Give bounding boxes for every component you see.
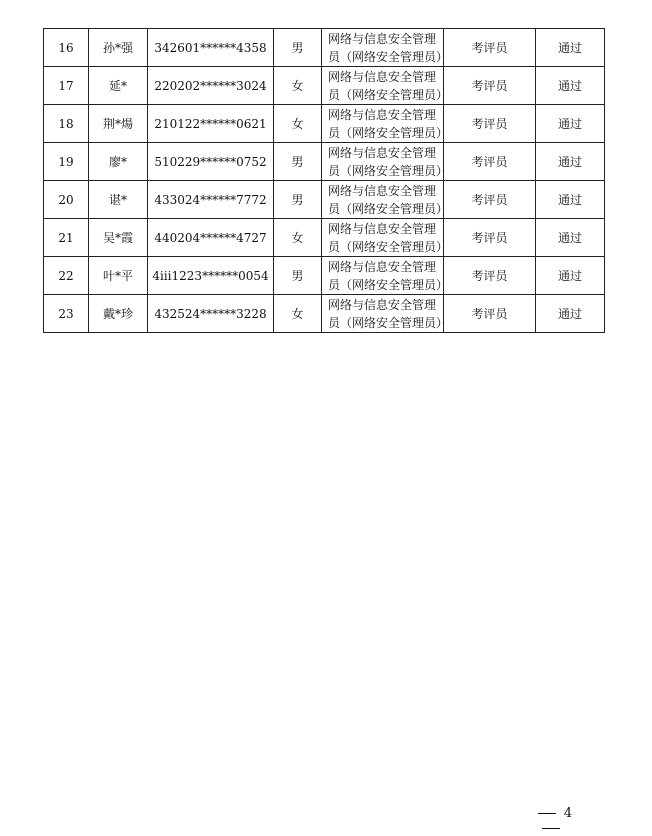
name-cell: 延* — [89, 67, 148, 105]
position-line: 网络与信息安全管理 — [328, 221, 437, 236]
position-cell — [322, 29, 449, 67]
role-cell: 考评员 — [444, 257, 536, 295]
result-cell: 通过 — [536, 143, 605, 181]
table-row — [44, 143, 605, 181]
table-row — [44, 257, 605, 295]
position-line: 员（网络安全管理员） — [328, 201, 449, 216]
id-number-cell: 440204******4727 — [148, 219, 274, 257]
role-cell: 考评员 — [444, 181, 536, 219]
position-cell — [322, 67, 449, 105]
table-row — [44, 67, 605, 105]
position-cell — [322, 295, 449, 333]
position-line: 员（网络安全管理员） — [328, 87, 449, 102]
result-cell: 通过 — [536, 67, 605, 105]
page-number: 4 — [563, 806, 573, 821]
position-line: 员（网络安全管理员） — [328, 239, 449, 254]
id-number-cell: 210122******0621 — [148, 105, 274, 143]
role-cell: 考评员 — [444, 143, 536, 181]
table-row — [44, 219, 605, 257]
table-row — [44, 181, 605, 219]
id-number-cell: 342601******4358 — [148, 29, 274, 67]
gender-cell: 女 — [274, 105, 322, 143]
role-cell: 考评员 — [444, 219, 536, 257]
name-cell: 谌* — [89, 181, 148, 219]
name-cell: 戴*珍 — [89, 295, 148, 333]
gender-cell: 男 — [274, 29, 322, 67]
position-line: 员（网络安全管理员） — [328, 125, 449, 140]
result-cell: 通过 — [536, 295, 605, 333]
gender-cell: 男 — [274, 257, 322, 295]
table-row — [44, 295, 605, 333]
result-cell: 通过 — [536, 29, 605, 67]
id-number-cell: 4ⅲ1223******0054 — [148, 257, 274, 295]
gender-cell: 男 — [274, 181, 322, 219]
position-line: 员（网络安全管理员） — [328, 163, 449, 178]
roster-table — [43, 28, 605, 333]
name-cell: 廖* — [89, 143, 148, 181]
position-line: 员（网络安全管理员） — [328, 315, 449, 330]
position-line: 网络与信息安全管理 — [328, 31, 437, 46]
position-line: 网络与信息安全管理 — [328, 145, 437, 160]
role-cell: 考评员 — [444, 295, 536, 333]
roster-body — [44, 29, 605, 333]
name-cell: 吴*霞 — [89, 219, 148, 257]
table-row — [44, 29, 605, 67]
page-number-footer — [515, 806, 587, 836]
position-line: 网络与信息安全管理 — [328, 107, 437, 122]
id-number-cell: 510229******0752 — [148, 143, 274, 181]
role-cell: 考评员 — [444, 29, 536, 67]
gender-cell: 男 — [274, 143, 322, 181]
position-line: 员（网络安全管理员） — [328, 277, 449, 292]
position-cell — [322, 257, 449, 295]
position-line: 网络与信息安全管理 — [328, 183, 437, 198]
gender-cell: 女 — [274, 295, 322, 333]
footer-dash-right — [542, 828, 560, 829]
position-line: 网络与信息安全管理 — [328, 259, 437, 274]
name-cell: 叶*平 — [89, 257, 148, 295]
name-cell: 荆*煬 — [89, 105, 148, 143]
footer-dash-left — [538, 813, 556, 814]
role-cell: 考评员 — [444, 67, 536, 105]
position-cell — [322, 181, 449, 219]
row-number-cell: 20 — [44, 181, 89, 219]
position-cell — [322, 105, 449, 143]
name-cell: 孙*强 — [89, 29, 148, 67]
position-line: 网络与信息安全管理 — [328, 69, 437, 84]
row-number-cell: 23 — [44, 295, 89, 333]
result-cell: 通过 — [536, 105, 605, 143]
row-number-cell: 22 — [44, 257, 89, 295]
id-number-cell: 433024******7772 — [148, 181, 274, 219]
position-cell — [322, 219, 449, 257]
row-number-cell: 21 — [44, 219, 89, 257]
row-number-cell: 18 — [44, 105, 89, 143]
result-cell: 通过 — [536, 257, 605, 295]
table-row — [44, 105, 605, 143]
id-number-cell: 220202******3024 — [148, 67, 274, 105]
row-number-cell: 17 — [44, 67, 89, 105]
row-number-cell: 16 — [44, 29, 89, 67]
result-cell: 通过 — [536, 219, 605, 257]
position-cell — [322, 143, 449, 181]
result-cell: 通过 — [536, 181, 605, 219]
position-line: 网络与信息安全管理 — [328, 297, 437, 312]
id-number-cell: 432524******3228 — [148, 295, 274, 333]
gender-cell: 女 — [274, 219, 322, 257]
row-number-cell: 19 — [44, 143, 89, 181]
position-line: 员（网络安全管理员） — [328, 49, 449, 64]
role-cell: 考评员 — [444, 105, 536, 143]
gender-cell: 女 — [274, 67, 322, 105]
